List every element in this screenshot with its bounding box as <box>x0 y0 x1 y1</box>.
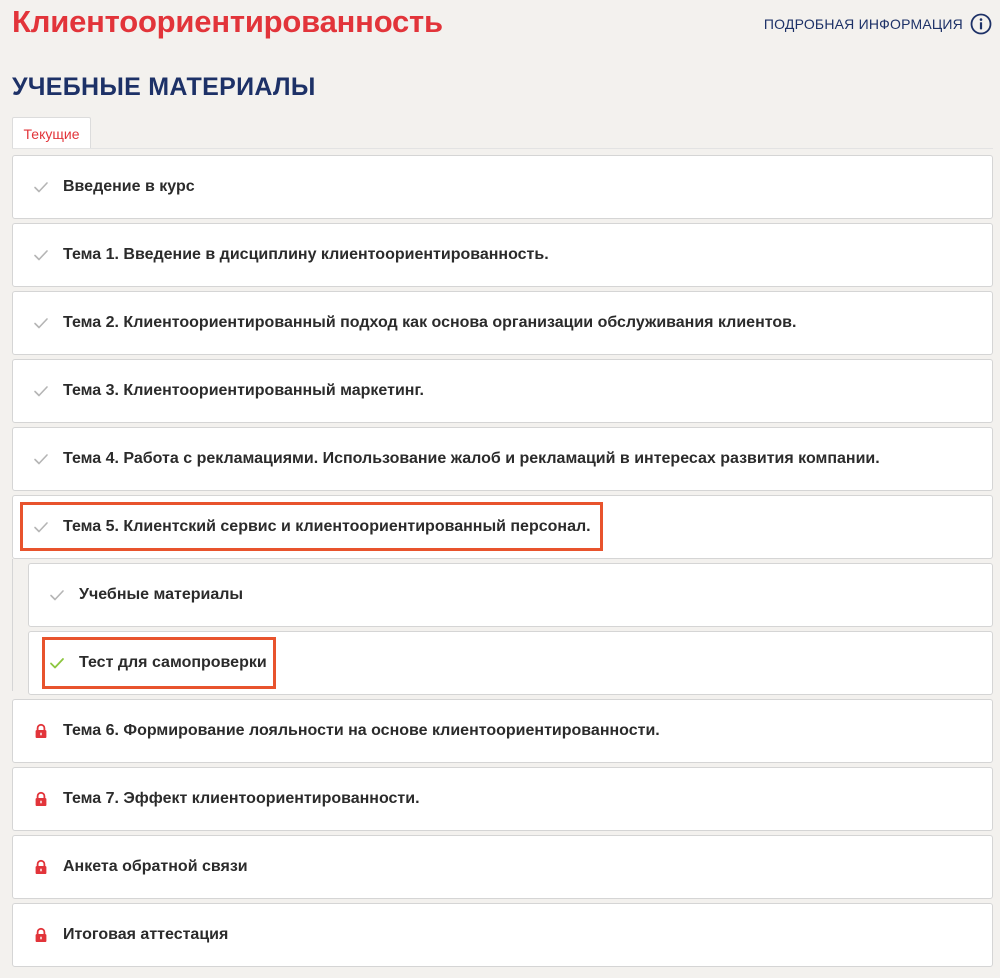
check-icon <box>33 179 49 195</box>
check-icon <box>33 247 49 263</box>
topic-final-attestation[interactable] <box>12 903 993 967</box>
topic-label: Тема 7. Эффект клиентоориентированности. <box>63 790 420 807</box>
topic-label: Тема 3. Клиентоориентированный маркетинг. <box>63 382 424 399</box>
topic-feedback-survey[interactable] <box>12 835 993 899</box>
more-info-label: ПОДРОБНАЯ ИНФОРМАЦИЯ <box>763 16 963 32</box>
topic-6[interactable] <box>12 699 993 763</box>
info-circle-icon[interactable] <box>970 13 992 35</box>
topic-label: Итоговая аттестация <box>63 926 229 943</box>
check-icon <box>49 587 65 603</box>
more-info-link[interactable] <box>764 13 992 35</box>
topics-list <box>12 148 993 971</box>
lock-icon <box>33 791 49 807</box>
subitem-label: Тест для самопроверки <box>79 654 267 671</box>
section-title: УЧЕБНЫЕ МАТЕРИАЛЫ <box>12 73 316 101</box>
lock-icon <box>33 723 49 739</box>
check-icon <box>33 519 49 535</box>
subitem-study-materials[interactable] <box>28 563 993 627</box>
check-icon <box>49 655 65 671</box>
topic-2[interactable] <box>12 291 993 355</box>
topic-label: Тема 5. Клиентский сервис и клиентоориентированный персонал. <box>63 518 591 535</box>
subgroup-rail <box>12 559 13 691</box>
topic-1[interactable] <box>12 223 993 287</box>
topic-5-subitems <box>28 563 993 695</box>
tab-current[interactable]: Текущие <box>12 117 91 149</box>
course-title: Клиентоориентированность <box>12 4 443 39</box>
topic-intro[interactable] <box>12 155 993 219</box>
topic-5[interactable] <box>12 495 993 559</box>
lock-icon <box>33 927 49 943</box>
subitem-self-test[interactable] <box>28 631 993 695</box>
topic-7[interactable] <box>12 767 993 831</box>
check-icon <box>33 451 49 467</box>
topic-label: Введение в курс <box>63 178 195 195</box>
subitem-label: Учебные материалы <box>79 586 244 603</box>
topic-label: Тема 4. Работа с рекламациями. Использование жалоб и рекламаций в интересах развития компании. <box>63 450 880 467</box>
check-icon <box>33 383 49 399</box>
topic-label: Тема 6. Формирование лояльности на основе клиентоориентированности. <box>63 722 660 739</box>
topic-4[interactable] <box>12 427 993 491</box>
topic-label: Тема 1. Введение в дисциплину клиентоориентированность. <box>63 246 549 263</box>
topic-3[interactable] <box>12 359 993 423</box>
check-icon <box>33 315 49 331</box>
lock-icon <box>33 859 49 875</box>
tab-divider <box>12 148 993 149</box>
topic-label: Тема 2. Клиентоориентированный подход как основа организации обслуживания клиентов. <box>63 314 797 331</box>
topic-label: Анкета обратной связи <box>63 858 248 875</box>
